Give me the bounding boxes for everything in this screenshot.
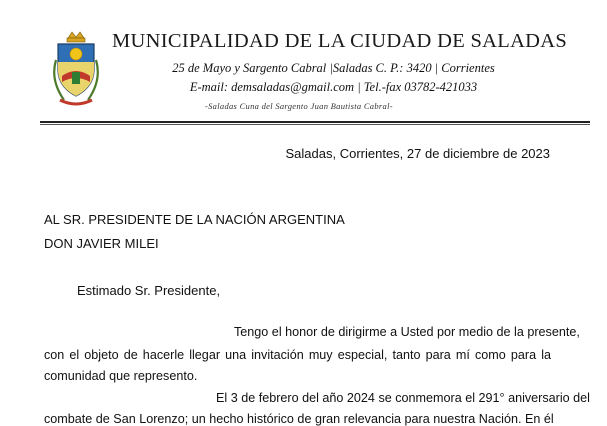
letterhead-rule-thin — [40, 124, 590, 125]
letterhead-address: 25 de Mayo y Sargento Cabral |Saladas C. P.: 3420 | Corrientes — [172, 61, 495, 75]
letterhead-rule — [40, 121, 590, 123]
paragraph-1-line-3: comunidad que represento. — [44, 369, 198, 383]
recipient-line-2: DON JAVIER MILEI — [44, 236, 159, 251]
paragraph-1-line-2: con el objeto de hacerle llegar una invitación muy especial, tanto para mí como para la — [44, 348, 551, 362]
salutation: Estimado Sr. Presidente, — [77, 283, 221, 298]
letterhead-contact: E-mail: demsaladas@gmail.com | Tel.-fax 03782-421033 — [189, 80, 478, 94]
municipality-title: MUNICIPALIDAD DE LA CIUDAD DE SALADAS — [112, 30, 568, 52]
paragraph-1-line-1: Tengo el honor de dirigirme a Usted por medio de la presente, — [234, 325, 580, 339]
letterhead-motto: -Saladas Cuna del Sargento Juan Bautista Cabral- — [205, 101, 393, 111]
paragraph-2-line-1: El 3 de febrero del año 2024 se conmemora el 291° aniversario del — [216, 391, 590, 405]
recipient-line-1: AL SR. PRESIDENTE DE LA NACIÓN ARGENTINA — [44, 212, 345, 227]
paragraph-2-line-2: combate de San Lorenzo; un hecho histórico de gran relevancia para nuestra Nación. En él — [44, 412, 554, 426]
letter-date: Saladas, Corrientes, 27 de diciembre de 2023 — [285, 146, 550, 161]
